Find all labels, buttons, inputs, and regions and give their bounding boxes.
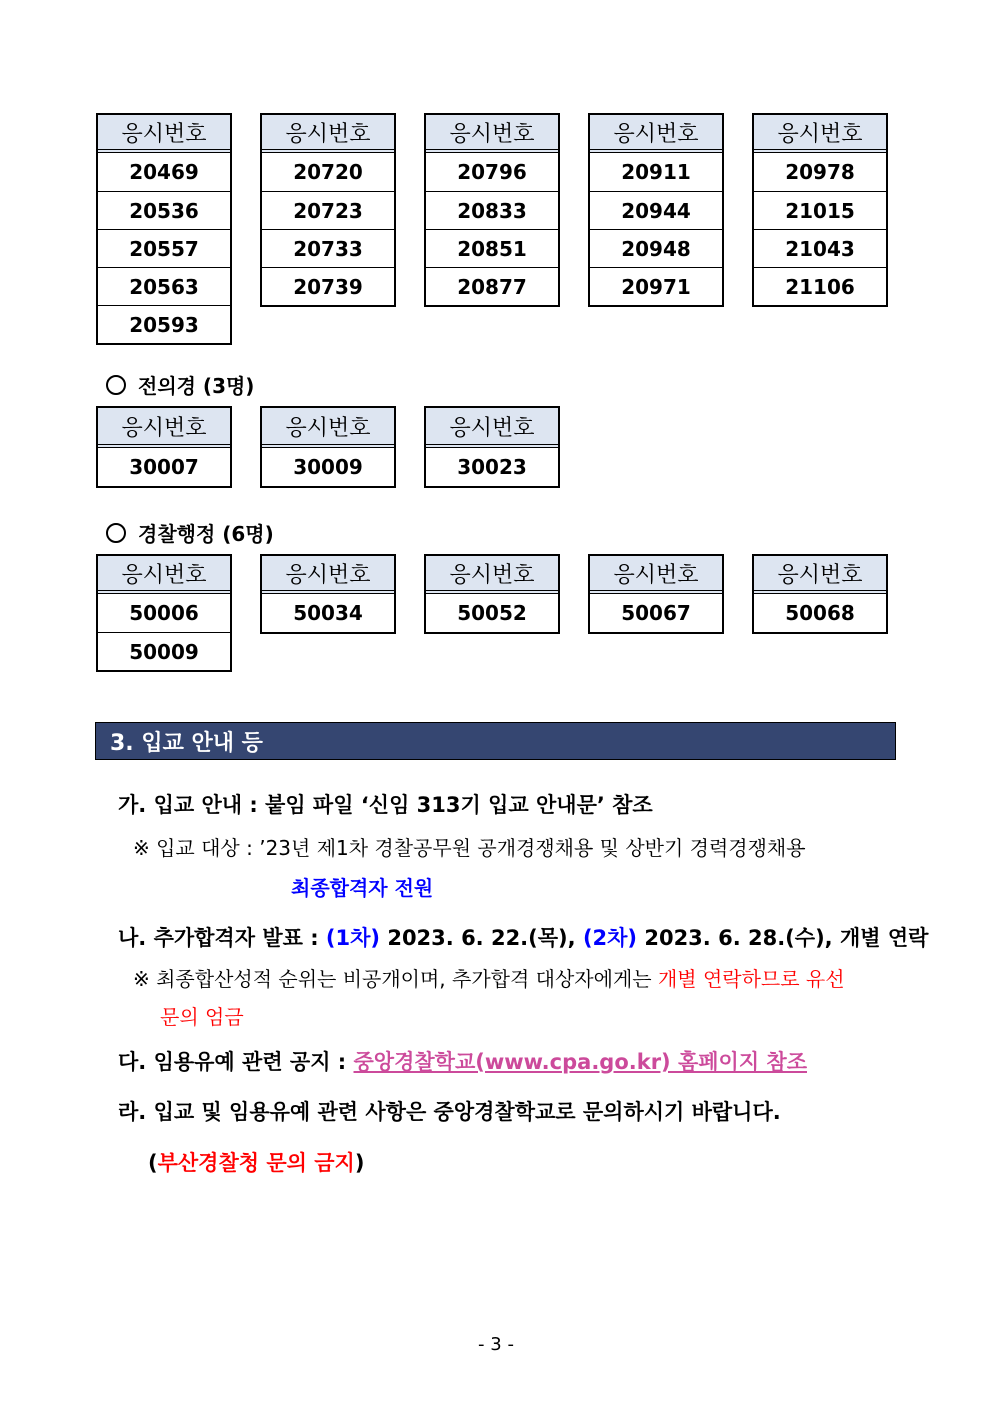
item-na-note-c: 문의 엄금 — [160, 1005, 244, 1029]
exam-number-table — [96, 554, 232, 672]
item-na-prefix: 나. 추가합격자 발표 : — [118, 926, 326, 950]
subsection-title: 경찰행정 (6명) — [138, 522, 274, 546]
exam-number-cell: 20971 — [590, 267, 722, 305]
item-ga: 가. 입교 안내 : 붙임 파일 ‘신임 313기 입교 안내문’ 참조 — [118, 793, 653, 817]
exam-number-cell: 20723 — [262, 191, 394, 229]
item-na-second: (2차) — [582, 926, 638, 950]
section-title: 3. 입교 안내 등 — [110, 730, 263, 756]
exam-number-table — [588, 554, 724, 634]
exam-number-cell: 20877 — [426, 267, 558, 305]
circle-bullet-icon — [106, 375, 126, 395]
table-header: 응시번호 — [426, 115, 558, 153]
exam-number-table — [424, 113, 560, 307]
cpa-homepage-link[interactable]: 중앙경찰학교(www.cpa.go.kr) 홈페이지 참조 — [353, 1050, 807, 1074]
table-header: 응시번호 — [426, 408, 558, 448]
exam-number-cell: 20978 — [785, 160, 855, 184]
exam-number-cell: 20833 — [426, 191, 558, 229]
exam-number-cell: 20851 — [426, 229, 558, 267]
exam-number-cell: 20911 — [621, 160, 691, 184]
exam-number-cell: 21106 — [754, 267, 886, 305]
table-header: 응시번호 — [262, 408, 394, 448]
page-number: - 3 - — [478, 1334, 514, 1355]
exam-number-table — [752, 113, 888, 307]
exam-number-cell: 20948 — [590, 229, 722, 267]
item-na-note-a: ※ 최종합산성적 순위는 비공개이며, 추가합격 대상자에게는 — [133, 967, 658, 991]
subsection-conscript-police — [106, 370, 254, 399]
exam-number-cell: 20593 — [98, 305, 230, 343]
exam-number-table — [424, 554, 560, 634]
subsection-police-admin — [106, 518, 274, 547]
exam-number-cell: 50068 — [785, 601, 855, 625]
exam-number-cell: 20739 — [262, 267, 394, 305]
exam-number-cell: 21015 — [754, 191, 886, 229]
exam-number-cell: 20557 — [98, 229, 230, 267]
exam-number-cell: 20536 — [98, 191, 230, 229]
item-na-end: 2023. 6. 28.(수), 개별 연락 — [637, 926, 929, 950]
exam-number-table — [96, 113, 232, 345]
item-na-mid: 2023. 6. 22.(목), — [380, 926, 583, 950]
item-ga-note-target: 최종합격자 전원 — [291, 876, 434, 900]
item-ga-note: ※ 입교 대상 : ’23년 제1차 경찰공무원 공개경쟁채용 및 상반기 경력경쟁채용 — [133, 836, 806, 860]
table-header: 응시번호 — [262, 556, 394, 594]
table-header: 응시번호 — [590, 115, 722, 153]
table-header: 응시번호 — [98, 115, 230, 153]
exam-number-table — [752, 554, 888, 634]
table-header: 응시번호 — [98, 556, 230, 594]
paren-open: ( — [148, 1151, 158, 1175]
item-na — [118, 922, 928, 952]
table-header: 응시번호 — [98, 408, 230, 448]
exam-number-cell: 20469 — [129, 160, 199, 184]
exam-number-cell: 30009 — [293, 455, 363, 479]
table-header: 응시번호 — [262, 115, 394, 153]
paren-close: ) — [354, 1151, 365, 1175]
exam-number-table — [260, 406, 396, 488]
item-ra-warning: 부산경찰청 문의 금지 — [157, 1151, 355, 1175]
exam-number-table — [96, 406, 232, 488]
exam-number-table — [588, 113, 724, 307]
exam-number-cell: 30007 — [129, 455, 199, 479]
table-header: 응시번호 — [754, 115, 886, 153]
circle-bullet-icon — [106, 523, 126, 543]
exam-number-cell: 50052 — [457, 601, 527, 625]
item-ra: 라. 입교 및 임용유예 관련 사항은 중앙경찰학교로 문의하시기 바랍니다. — [118, 1100, 781, 1124]
subsection-title: 전의경 (3명) — [138, 374, 255, 398]
exam-number-cell: 50006 — [129, 601, 199, 625]
exam-number-cell: 20733 — [262, 229, 394, 267]
exam-number-cell: 21043 — [754, 229, 886, 267]
exam-number-table — [260, 554, 396, 634]
exam-number-cell: 50067 — [621, 601, 691, 625]
exam-number-cell: 20796 — [457, 160, 527, 184]
exam-number-cell: 30023 — [457, 455, 527, 479]
table-header: 응시번호 — [590, 556, 722, 594]
exam-number-cell: 20563 — [98, 267, 230, 305]
item-na-first: (1차) — [325, 926, 381, 950]
table-header: 응시번호 — [754, 556, 886, 594]
exam-number-cell: 20720 — [293, 160, 363, 184]
item-ra-note — [148, 1147, 364, 1177]
exam-number-table — [424, 406, 560, 488]
exam-number-cell: 50034 — [293, 601, 363, 625]
item-na-note-b: 개별 연락하므로 유선 — [657, 967, 845, 991]
item-na-note — [133, 963, 845, 992]
exam-number-cell: 50009 — [98, 632, 230, 670]
item-da-prefix: 다. 임용유예 관련 공지 : — [118, 1050, 354, 1074]
item-da — [118, 1046, 807, 1076]
exam-number-table — [260, 113, 396, 307]
exam-number-cell: 20944 — [590, 191, 722, 229]
section-header-bar — [95, 722, 896, 760]
table-header: 응시번호 — [426, 556, 558, 594]
